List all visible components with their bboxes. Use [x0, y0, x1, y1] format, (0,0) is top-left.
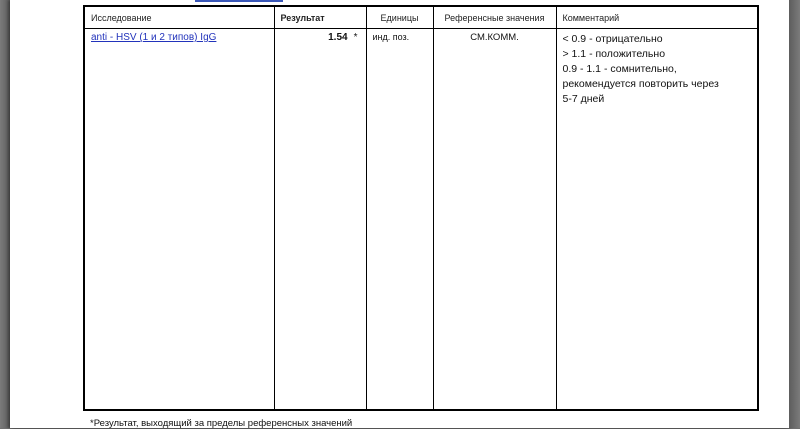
- result-flag: *: [353, 32, 358, 43]
- comment-line: > 1.1 - положительно: [562, 48, 666, 60]
- header-units: Единицы: [366, 6, 433, 29]
- result-cell: [274, 29, 366, 411]
- viewer-background-right: [789, 0, 800, 428]
- clipped-link-above: [195, 0, 283, 2]
- header-reference: Референсные значения: [433, 6, 556, 29]
- units-cell: инд. поз.: [366, 29, 433, 411]
- comment-line: < 0.9 - отрицательно: [562, 33, 663, 45]
- reference-cell: СМ.КОММ.: [433, 29, 556, 411]
- header-comment: Комментарий: [556, 6, 758, 29]
- test-cell: [84, 29, 274, 411]
- comment-line: 0.9 - 1.1 - сомнительно,: [562, 63, 677, 75]
- header-test: Исследование: [84, 6, 274, 29]
- results-table: [83, 5, 759, 411]
- viewer-background-left: [0, 0, 10, 428]
- header-result: Результат: [274, 6, 366, 29]
- table-row: [84, 29, 758, 411]
- test-name-link[interactable]: anti - HSV (1 и 2 типов) IgG: [91, 32, 217, 43]
- comment-line: 5-7 дней: [562, 93, 605, 105]
- result-value: 1.54: [328, 32, 348, 43]
- comment-cell: [556, 29, 758, 411]
- comment-line: рекомендуется повторить через: [562, 78, 719, 90]
- footnote: *Результат, выходящий за пределы референсных значений: [90, 418, 353, 429]
- table-header-row: [84, 6, 758, 29]
